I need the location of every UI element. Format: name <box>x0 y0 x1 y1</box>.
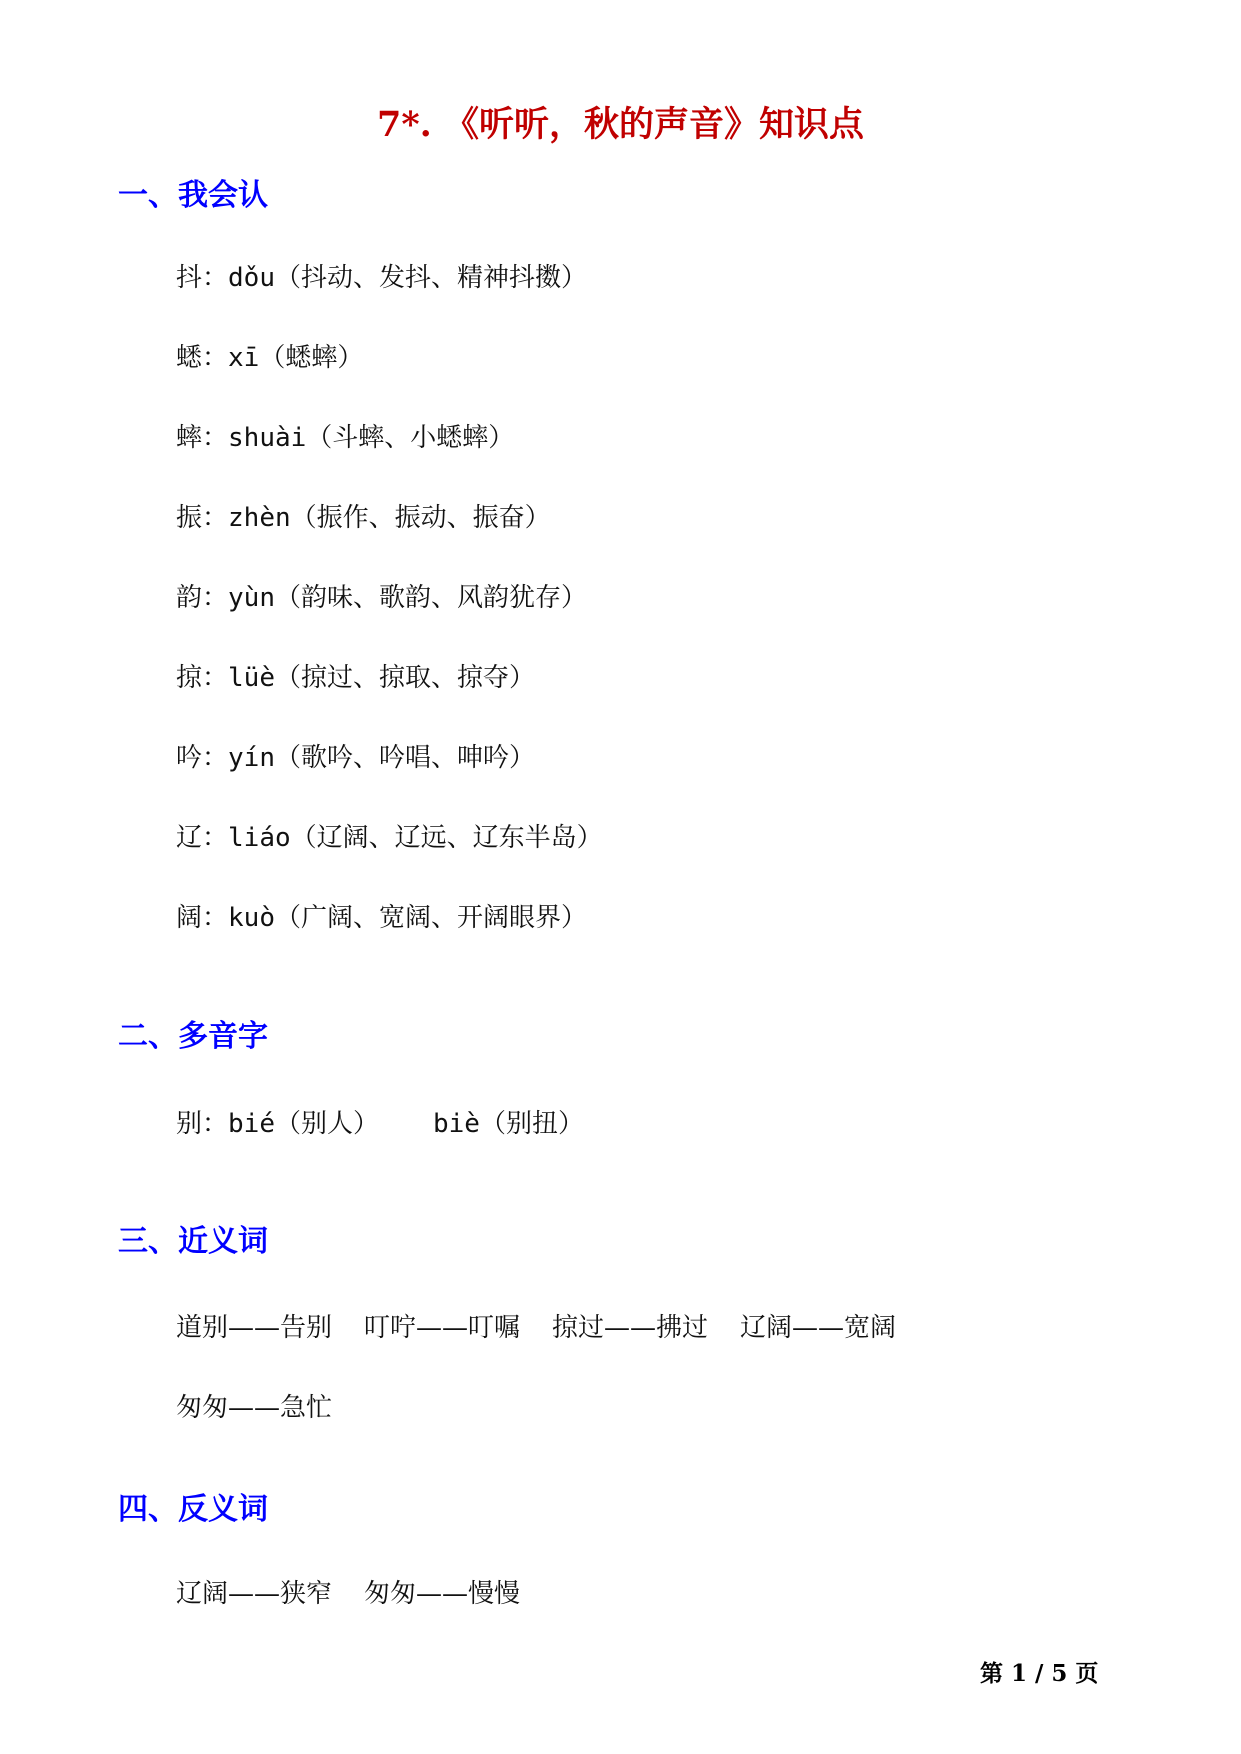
entry-pinyin: shuài <box>228 423 307 453</box>
entry-pinyin: yín <box>228 743 275 773</box>
entry-words: （振作、振动、振奋） <box>290 503 551 533</box>
polyphone-words-1: （别人） <box>274 1109 379 1139</box>
char-entry <box>176 660 535 696</box>
polyphone-words-2: （别扭） <box>479 1109 584 1139</box>
synonym-pair: 道别——告别 <box>176 1313 333 1343</box>
entry-char: 蟀： <box>176 423 229 453</box>
antonym-pair: 辽阔——狭窄 <box>176 1579 333 1609</box>
char-entry <box>176 420 514 456</box>
entry-char: 阔： <box>176 903 229 933</box>
entry-words: （歌吟、吟唱、呻吟） <box>274 743 535 773</box>
page-title: 7*. 《听听，秋的声音》知识点 <box>376 104 865 145</box>
polyphone-pinyin-1: bié <box>228 1109 275 1139</box>
entry-pinyin: liáo <box>228 823 291 853</box>
char-entry <box>176 900 587 936</box>
antonym-pair: 匆匆——慢慢 <box>364 1579 521 1609</box>
entry-pinyin: xī <box>228 343 260 373</box>
synonym-pair: 匆匆——急忙 <box>176 1393 333 1423</box>
entry-words: （韵味、歌韵、风韵犹存） <box>274 583 587 613</box>
entry-pinyin: dǒu <box>228 263 275 293</box>
char-entry <box>176 500 551 536</box>
polyphone-pinyin-2: biè <box>433 1109 480 1139</box>
char-entry <box>176 260 587 296</box>
entry-words: （抖动、发抖、精神抖擞） <box>274 263 587 293</box>
entry-words: （辽阔、辽远、辽东半岛） <box>290 823 603 853</box>
char-entry <box>176 340 363 376</box>
polyphone-entry <box>176 1106 584 1142</box>
entry-pinyin: lüè <box>228 663 275 693</box>
entry-pinyin: yùn <box>228 583 275 613</box>
entry-pinyin: kuò <box>228 903 275 933</box>
entry-char: 振： <box>176 503 229 533</box>
synonym-pair: 掠过——拂过 <box>552 1313 709 1343</box>
char-entry <box>176 740 535 776</box>
section-heading-synonyms: 三、近义词 <box>118 1224 268 1259</box>
synonym-line <box>176 1390 332 1426</box>
entry-words: （掠过、掠取、掠夺） <box>274 663 535 693</box>
entry-pinyin: zhèn <box>228 503 291 533</box>
char-entry <box>176 820 603 856</box>
section-heading-polyphone: 二、多音字 <box>118 1019 268 1054</box>
section-heading-recognize: 一、我会认 <box>118 178 268 213</box>
entry-words: （广阔、宽阔、开阔眼界） <box>274 903 587 933</box>
entry-char: 掠： <box>176 663 229 693</box>
polyphone-char: 别： <box>176 1109 229 1139</box>
entry-words: （蟋蟀） <box>259 343 364 373</box>
synonym-pair: 叮咛——叮嘱 <box>364 1313 521 1343</box>
section-heading-antonyms: 四、反义词 <box>118 1492 268 1527</box>
entry-words: （斗蟀、小蟋蟀） <box>306 423 515 453</box>
entry-char: 韵： <box>176 583 229 613</box>
entry-char: 蟋： <box>176 343 229 373</box>
synonym-pair: 辽阔——宽阔 <box>740 1313 897 1343</box>
antonym-line <box>176 1576 520 1612</box>
synonym-line <box>176 1310 896 1346</box>
entry-char: 抖： <box>176 263 229 293</box>
char-entry <box>176 580 587 616</box>
entry-char: 辽： <box>176 823 229 853</box>
entry-char: 吟： <box>176 743 229 773</box>
page-number: 第 1 / 5 页 <box>980 1660 1099 1687</box>
